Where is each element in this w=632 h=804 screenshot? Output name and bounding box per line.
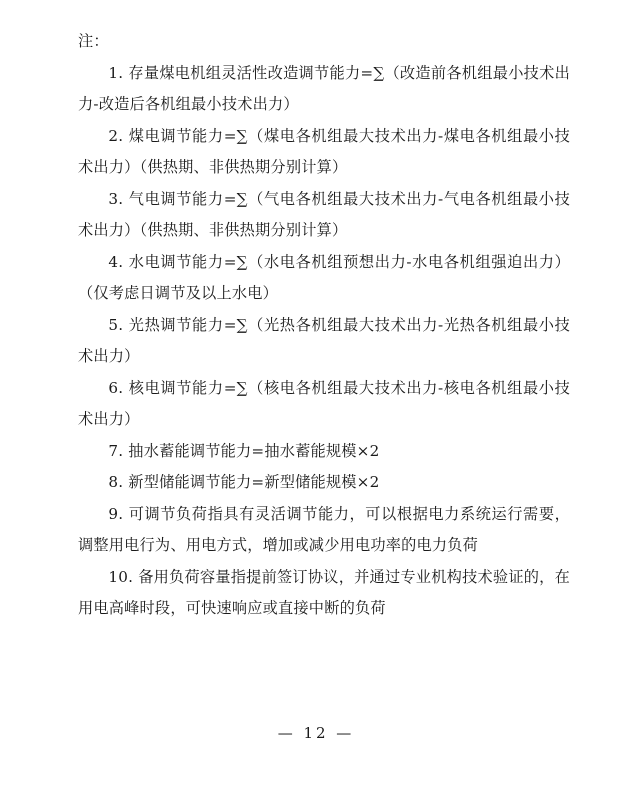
list-item: 9. 可调节负荷指具有灵活调节能力，可以根据电力系统运行需要，调整用电行为、用电方式，增加或减少用电功率的电力负荷 xyxy=(78,504,570,554)
list-item: 5. 光热调节能力=∑（光热各机组最大技术出力-光热各机组最小技术出力） xyxy=(78,315,570,365)
page-number: — 12 — xyxy=(277,724,355,742)
list-item: 7. 抽水蓄能调节能力=抽水蓄能规模×2 xyxy=(108,441,380,460)
list-item: 1. 存量煤电机组灵活性改造调节能力=∑（改造前各机组最小技术出力-改造后各机组最小技术出力） xyxy=(78,63,570,113)
list-item: 8. 新型储能调节能力=新型储能规模×2 xyxy=(108,473,380,491)
note-label: 注： xyxy=(78,32,109,50)
list-item: 10. 备用负荷容量指提前签订协议，并通过专业机构技术验证的，在用电高峰时段，可快速响应或直接中断的负荷 xyxy=(78,567,570,617)
list-item: 3. 气电调节能力=∑（气电各机组最大技术出力-气电各机组最小技术出力）（供热期、非供热期分别计算） xyxy=(78,189,570,239)
document-body xyxy=(78,26,570,625)
list-item: 6. 核电调节能力=∑（核电各机组最大技术出力-核电各机组最小技术出力） xyxy=(78,378,570,428)
list-item: 2. 煤电调节能力=∑（煤电各机组最大技术出力-煤电各机组最小技术出力）（供热期、非供热期分别计算） xyxy=(78,126,570,176)
list-item: 4. 水电调节能力=∑（水电各机组预想出力-水电各机组强迫出力）（仅考虑日调节及以上水电） xyxy=(78,252,570,302)
